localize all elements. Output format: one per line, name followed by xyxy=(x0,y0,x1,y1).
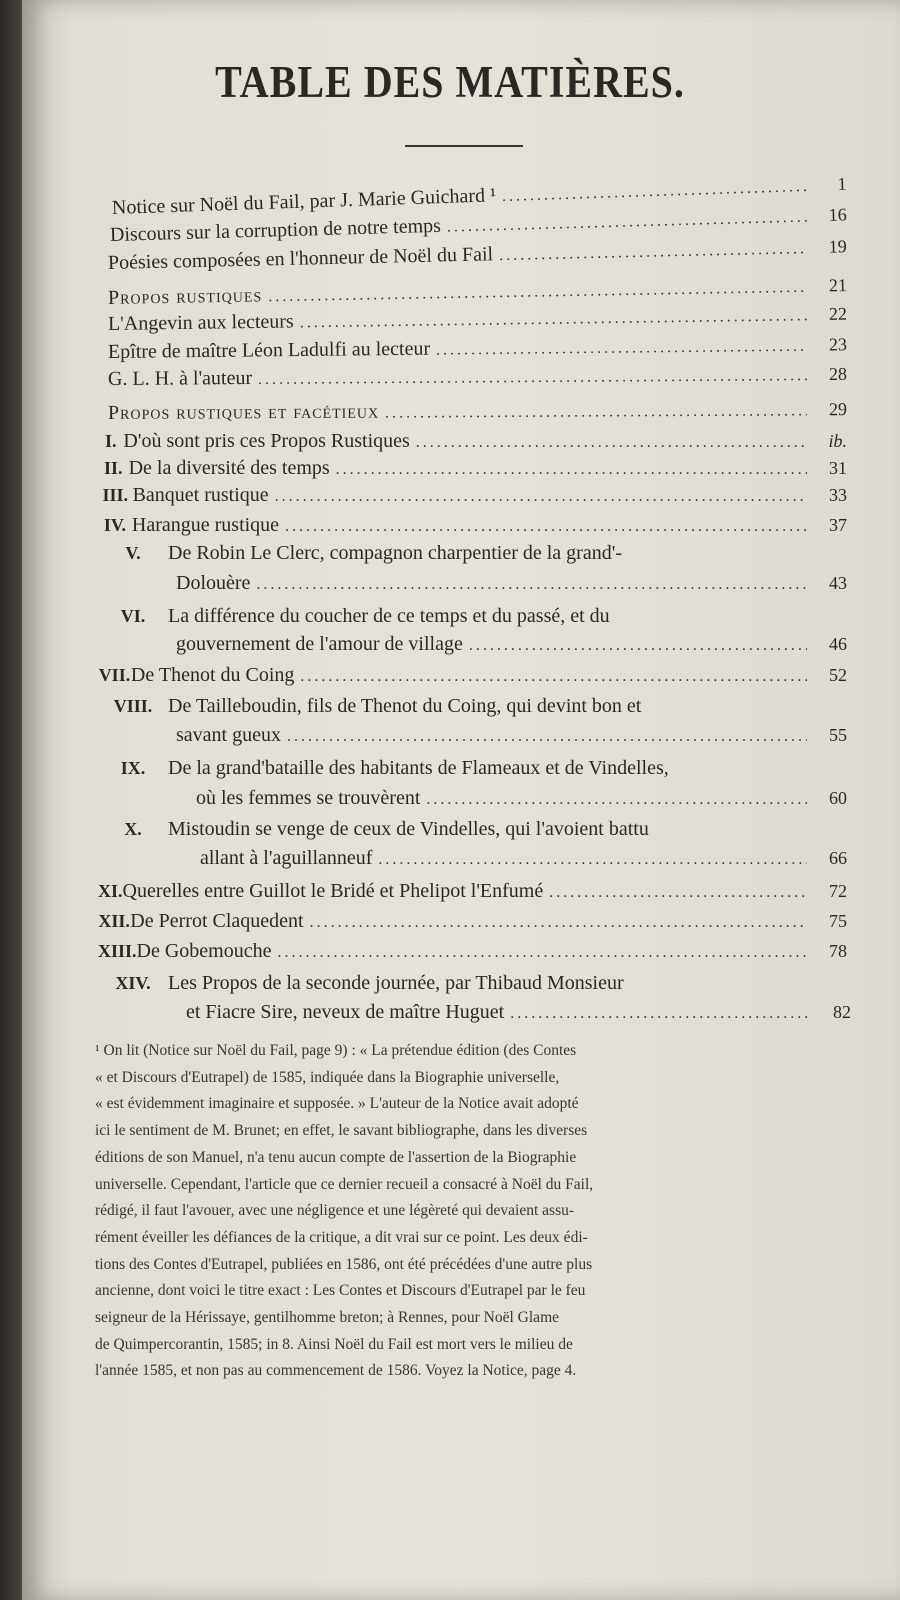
chapter-title: De la diversité des temps xyxy=(128,457,330,479)
footnote-line: seigneur de la Hérissaye, gentilhomme breton; à Rennes, pour Noël Glame xyxy=(95,1309,560,1327)
chapter-title: De la grand'bataille des habitants de Flameaux et de Vindelles, xyxy=(168,757,669,779)
chapter-title: De Thenot du Coing xyxy=(130,664,295,686)
chapter-title-cont: où les femmes se trouvèrent xyxy=(196,787,421,809)
footnote-line: ancienne, dont voici le titre exact : Les Contes et Discours d'Eutrapel par le feu xyxy=(95,1282,586,1300)
chapter-title: De Tailleboudin, fils de Thenot du Coing, qui devint bon et xyxy=(168,695,642,717)
toc-entry-page: 22 xyxy=(828,303,848,324)
chapter-number: XIV. xyxy=(115,973,151,993)
chapter-continuation xyxy=(186,999,851,1027)
chapter-page: 52 xyxy=(829,665,847,685)
chapter-title: Harangue rustique xyxy=(131,514,280,536)
chapter-title: Banquet rustique xyxy=(132,484,269,506)
leader-dots xyxy=(469,632,807,659)
leader-dots xyxy=(436,333,807,364)
footnote-line: tions des Contes d'Eutrapel, publiées en 1586, ont été précédées d'une autre plus xyxy=(95,1255,593,1273)
toc-entry-page: 16 xyxy=(828,204,847,225)
chapter-page: 37 xyxy=(829,515,847,535)
footnote-line: ¹ On lit (Notice sur Noël du Fail, page 9) : « La prétendue édition (des Contes xyxy=(95,1042,577,1059)
chapter-number: VII. xyxy=(98,665,131,685)
leader-dots xyxy=(275,483,807,510)
chapter-title-cont: savant gueux xyxy=(176,724,281,746)
chapter-number: XIII. xyxy=(98,941,137,961)
chapter-title: Querelles entre Guillot le Bridé et Phelipot l'Enfumé xyxy=(122,880,544,902)
chapter-number: XII. xyxy=(98,911,130,931)
chapter-page: 72 xyxy=(829,881,847,901)
chapter-entry xyxy=(98,938,847,966)
chapter-title: De Perrot Claquedent xyxy=(130,910,304,932)
toc-entry-title: Discours sur la corruption de notre temps xyxy=(109,214,442,246)
chapter-number: X. xyxy=(124,819,142,839)
chapter-page: 75 xyxy=(829,911,847,931)
chapter-page: 78 xyxy=(829,941,847,961)
footnote-line: éditions de son Manuel, n'a tenu aucun compte de l'assertion de la Biographie xyxy=(95,1148,577,1166)
leader-dots xyxy=(510,1000,811,1027)
toc-entry-page: 19 xyxy=(828,236,848,257)
footnote-line: rément éveiller les défiances de la critique, a dit vrai sur ce point. Les deux édi- xyxy=(95,1228,588,1246)
chapter-title: De Gobemouche xyxy=(136,940,272,962)
chapter-title: De Robin Le Clerc, compagnon charpentier de la grand'- xyxy=(168,542,622,564)
chapter-page: ib. xyxy=(828,431,847,451)
footnote-line: universelle. Cependant, l'article que ce dernier recueil a consacré à Noël du Fail, xyxy=(95,1175,594,1193)
toc-entry-page: 28 xyxy=(828,363,848,384)
leader-dots xyxy=(300,663,807,690)
footnote-line: l'année 1585, et non pas au commencement de 1586. Voyez la Notice, page 4. xyxy=(95,1362,577,1380)
leader-dots xyxy=(287,723,807,750)
chapter-continuation xyxy=(176,570,847,598)
footnote-line: ici le sentiment de M. Brunet; en effet, le savant bibliographe, dans les diverses xyxy=(95,1122,588,1140)
chapter-entry xyxy=(98,455,847,483)
chapter-title-cont: Dolouère xyxy=(176,572,251,594)
chapter-title-cont: allant à l'aguillanneuf xyxy=(200,847,373,869)
chapter-number: V. xyxy=(125,543,141,563)
chapter-continuation xyxy=(200,845,847,873)
chapter-title: La différence du coucher de ce temps et du passé, et du xyxy=(168,605,610,627)
leader-dots xyxy=(277,939,807,966)
chapter-title: Mistoudin se venge de ceux de Vindelles, qui l'avoient battu xyxy=(168,818,649,840)
toc-entry-page: 29 xyxy=(828,399,848,420)
chapter-continuation xyxy=(176,631,847,659)
chapter-entry xyxy=(98,662,847,690)
chapter-page: 60 xyxy=(829,788,847,808)
chapter-entry xyxy=(98,603,847,630)
toc-entry-title: Notice sur Noël du Fail, par J. Marie Guichard ¹ xyxy=(111,184,497,219)
chapter-number: II. xyxy=(104,458,123,478)
chapter-page: 31 xyxy=(829,458,847,478)
leader-dots xyxy=(385,397,807,426)
chapter-number: VI. xyxy=(120,606,146,626)
chapter-entry xyxy=(98,482,847,510)
chapter-entry xyxy=(98,428,847,456)
toc-entry-title: Poésies composées en l'honneur de Noël du Fail xyxy=(107,243,494,274)
toc-entry-title: G. L. H. à l'auteur xyxy=(107,366,253,390)
title-divider xyxy=(405,145,523,147)
chapter-number: IX. xyxy=(120,758,146,778)
chapter-entry xyxy=(98,908,847,936)
leader-dots xyxy=(310,909,807,936)
toc-entry-propos-facetieux xyxy=(108,396,847,428)
chapter-title-cont: et Fiacre Sire, neveux de maître Huguet xyxy=(186,1001,505,1023)
leader-dots xyxy=(378,846,807,873)
leader-dots xyxy=(416,429,807,456)
chapter-number: III. xyxy=(102,485,129,505)
leader-dots xyxy=(549,879,807,906)
chapter-entry xyxy=(98,755,847,782)
chapter-entry xyxy=(98,816,847,843)
chapter-page: 55 xyxy=(829,725,847,745)
toc-entry-page: 23 xyxy=(828,334,848,355)
toc-entry-page: 1 xyxy=(837,173,847,194)
leader-dots xyxy=(258,362,807,393)
chapter-continuation xyxy=(196,785,847,813)
chapter-entry xyxy=(98,540,847,567)
chapter-number: IV. xyxy=(103,515,127,535)
toc-entry-glh xyxy=(108,361,847,394)
footnote-line: rédigé, il faut l'avouer, avec une négligence et une légèreté qui devaient assu- xyxy=(95,1202,575,1220)
chapter-number: XI. xyxy=(98,881,123,901)
chapter-title-cont: gouvernement de l'amour de village xyxy=(176,633,463,655)
footnote-line: « et Discours d'Eutrapel) de 1585, indiquée dans la Biographie universelle, xyxy=(95,1068,560,1086)
chapter-page: 66 xyxy=(829,848,847,868)
chapter-number: VIII. xyxy=(113,696,153,716)
chapter-number: I. xyxy=(104,431,117,451)
page-title: TABLE DES MATIÈRES. xyxy=(215,55,685,108)
chapter-page: 33 xyxy=(829,485,847,505)
chapter-page: 43 xyxy=(829,573,847,593)
chapter-entry xyxy=(98,512,847,540)
chapter-page: 46 xyxy=(829,634,847,654)
footnote-line: « est évidemment imaginaire et supposée. » L'auteur de la Notice avait adopté xyxy=(95,1095,579,1113)
footnote xyxy=(95,1038,852,1385)
toc-entry-title: Propos rustiques xyxy=(107,284,263,309)
toc-entry-title: Epître de maître Léon Ladulfi au lecteur xyxy=(107,337,431,363)
chapter-title: Les Propos de la seconde journée, par Thibaud Monsieur xyxy=(168,972,624,994)
chapter-entry xyxy=(98,878,847,906)
chapter-entry xyxy=(98,970,847,997)
chapter-page: 82 xyxy=(833,1002,851,1022)
chapter-continuation xyxy=(176,722,847,750)
chapter-entry xyxy=(98,693,847,720)
toc-entry-title: L'Angevin aux lecteurs xyxy=(107,310,294,335)
leader-dots xyxy=(256,571,807,598)
leader-dots xyxy=(336,456,807,483)
toc-entry-title: Propos rustiques et facétieux xyxy=(107,400,380,424)
chapter-title: D'où sont pris ces Propos Rustiques xyxy=(123,430,410,452)
footnote-line: de Quimpercorantin, 1585; in 8. Ainsi Noël du Fail est mort vers le milieu de xyxy=(95,1335,573,1353)
book-binding xyxy=(0,0,22,1600)
leader-dots xyxy=(285,513,807,540)
leader-dots xyxy=(426,786,807,813)
toc-entry-page: 21 xyxy=(828,275,848,296)
